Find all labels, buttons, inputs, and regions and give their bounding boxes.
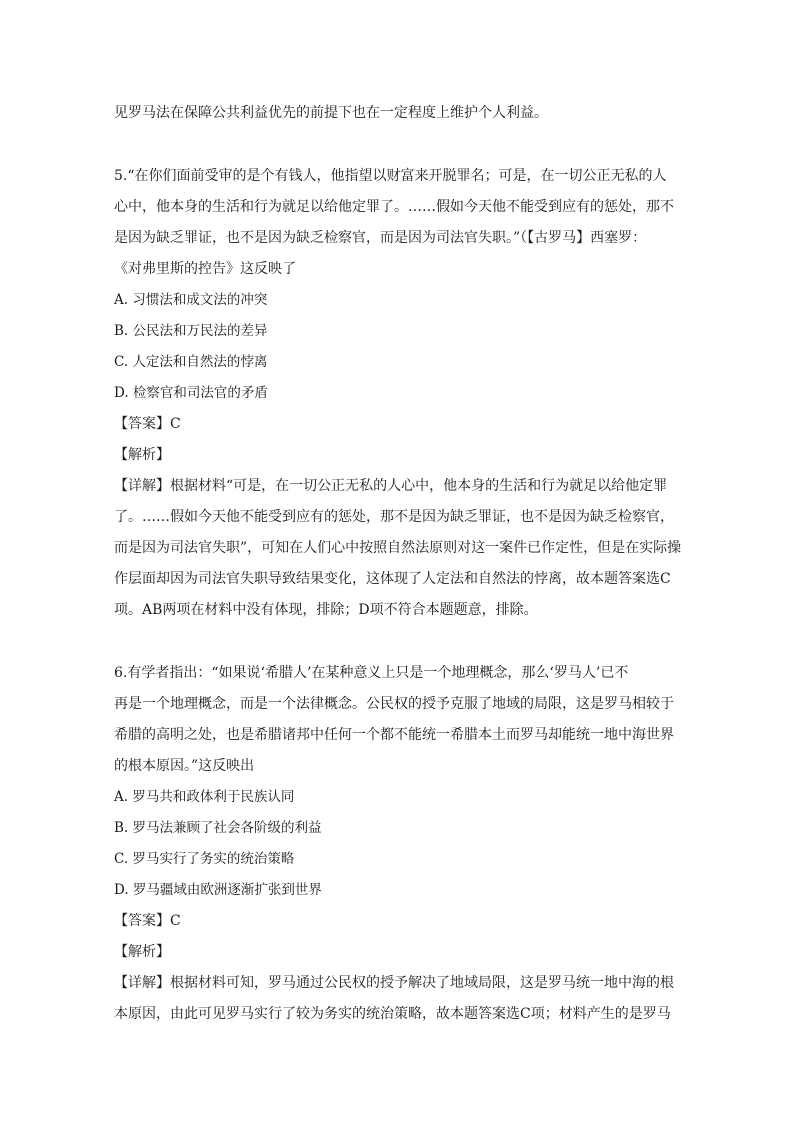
question-stem-line: 的根本原因。”这反映出 <box>114 758 255 774</box>
option-d: D. 检察官和司法官的矛盾 <box>114 385 268 401</box>
previous-answer-tail: 见罗马法在保障公共利益优先的前提下也在一定程度上维护个人利益。 <box>114 105 548 121</box>
question-stem-line: 《对弗里斯的控告》这反映了 <box>114 261 296 277</box>
question-stem-line: 6.有学者指出：“如果说‘希腊人’在某种意义上只是一个地理概念，那么‘罗马人’已不 <box>114 665 629 681</box>
detail-line: 而是因为司法官失职”，可知在人们心中按照自然法原则对这一案件已作定性，但是在实际操 <box>114 540 682 556</box>
option-a: A. 习惯法和成文法的冲突 <box>114 292 268 308</box>
question-stem-line: 5.“在你们面前受审的是个有钱人，他指望以财富来开脱罪名；可是，在一切公正无私的人 <box>114 168 667 184</box>
option-b: B. 罗马法兼顾了社会各阶级的利益 <box>114 820 322 836</box>
analysis-label: 【解析】 <box>114 944 170 960</box>
answer-label: 【答案】C <box>114 416 181 432</box>
option-c: C. 人定法和自然法的悖离 <box>114 354 268 370</box>
question-stem-line: 是因为缺乏罪证，也不是因为缺乏检察官，而是因为司法官失职。”（【古罗马】西塞罗： <box>114 230 647 246</box>
detail-line: 【详解】根据材料可知，罗马通过公民权的授予解决了地域局限，这是罗马统一地中海的根 <box>114 975 674 991</box>
detail-line: 本原因，由此可见罗马实行了较为务实的统治策略，故本题答案选C项；材料产生的是罗马 <box>114 1006 671 1022</box>
question-stem-line: 希腊的高明之处，也是希腊诸邦中任何一个都不能统一希腊本土而罗马却能统一地中海世界 <box>114 727 674 743</box>
answer-label: 【答案】C <box>114 913 181 929</box>
option-b: B. 公民法和万民法的差异 <box>114 323 268 339</box>
detail-line: 了。……假如今天他不能受到应有的惩处，那不是因为缺乏罪证，也不是因为缺乏检察官， <box>114 509 674 525</box>
detail-line: 作层面却因为司法官失职导致结果变化，这体现了人定法和自然法的悖离，故本题答案选C <box>114 571 671 587</box>
analysis-label: 【解析】 <box>114 447 170 463</box>
detail-line: 项。AB两项在材料中没有体现，排除；D项不符合本题题意，排除。 <box>114 602 538 618</box>
detail-line: 【详解】根据材料“可是，在一切公正无私的人心中，他本身的生活和行为就足以给他定罪 <box>114 478 668 494</box>
option-c: C. 罗马实行了务实的统治策略 <box>114 851 295 867</box>
question-stem-line: 再是一个地理概念，而是一个法律概念。公民权的授予克服了地域的局限，这是罗马相较于 <box>114 696 674 712</box>
option-d: D. 罗马疆域由欧洲逐渐扩张到世界 <box>114 882 322 898</box>
option-a: A. 罗马共和政体利于民族认同 <box>114 789 295 805</box>
question-stem-line: 心中，他本身的生活和行为就足以给他定罪了。……假如今天他不能受到应有的惩处，那不 <box>114 199 674 215</box>
